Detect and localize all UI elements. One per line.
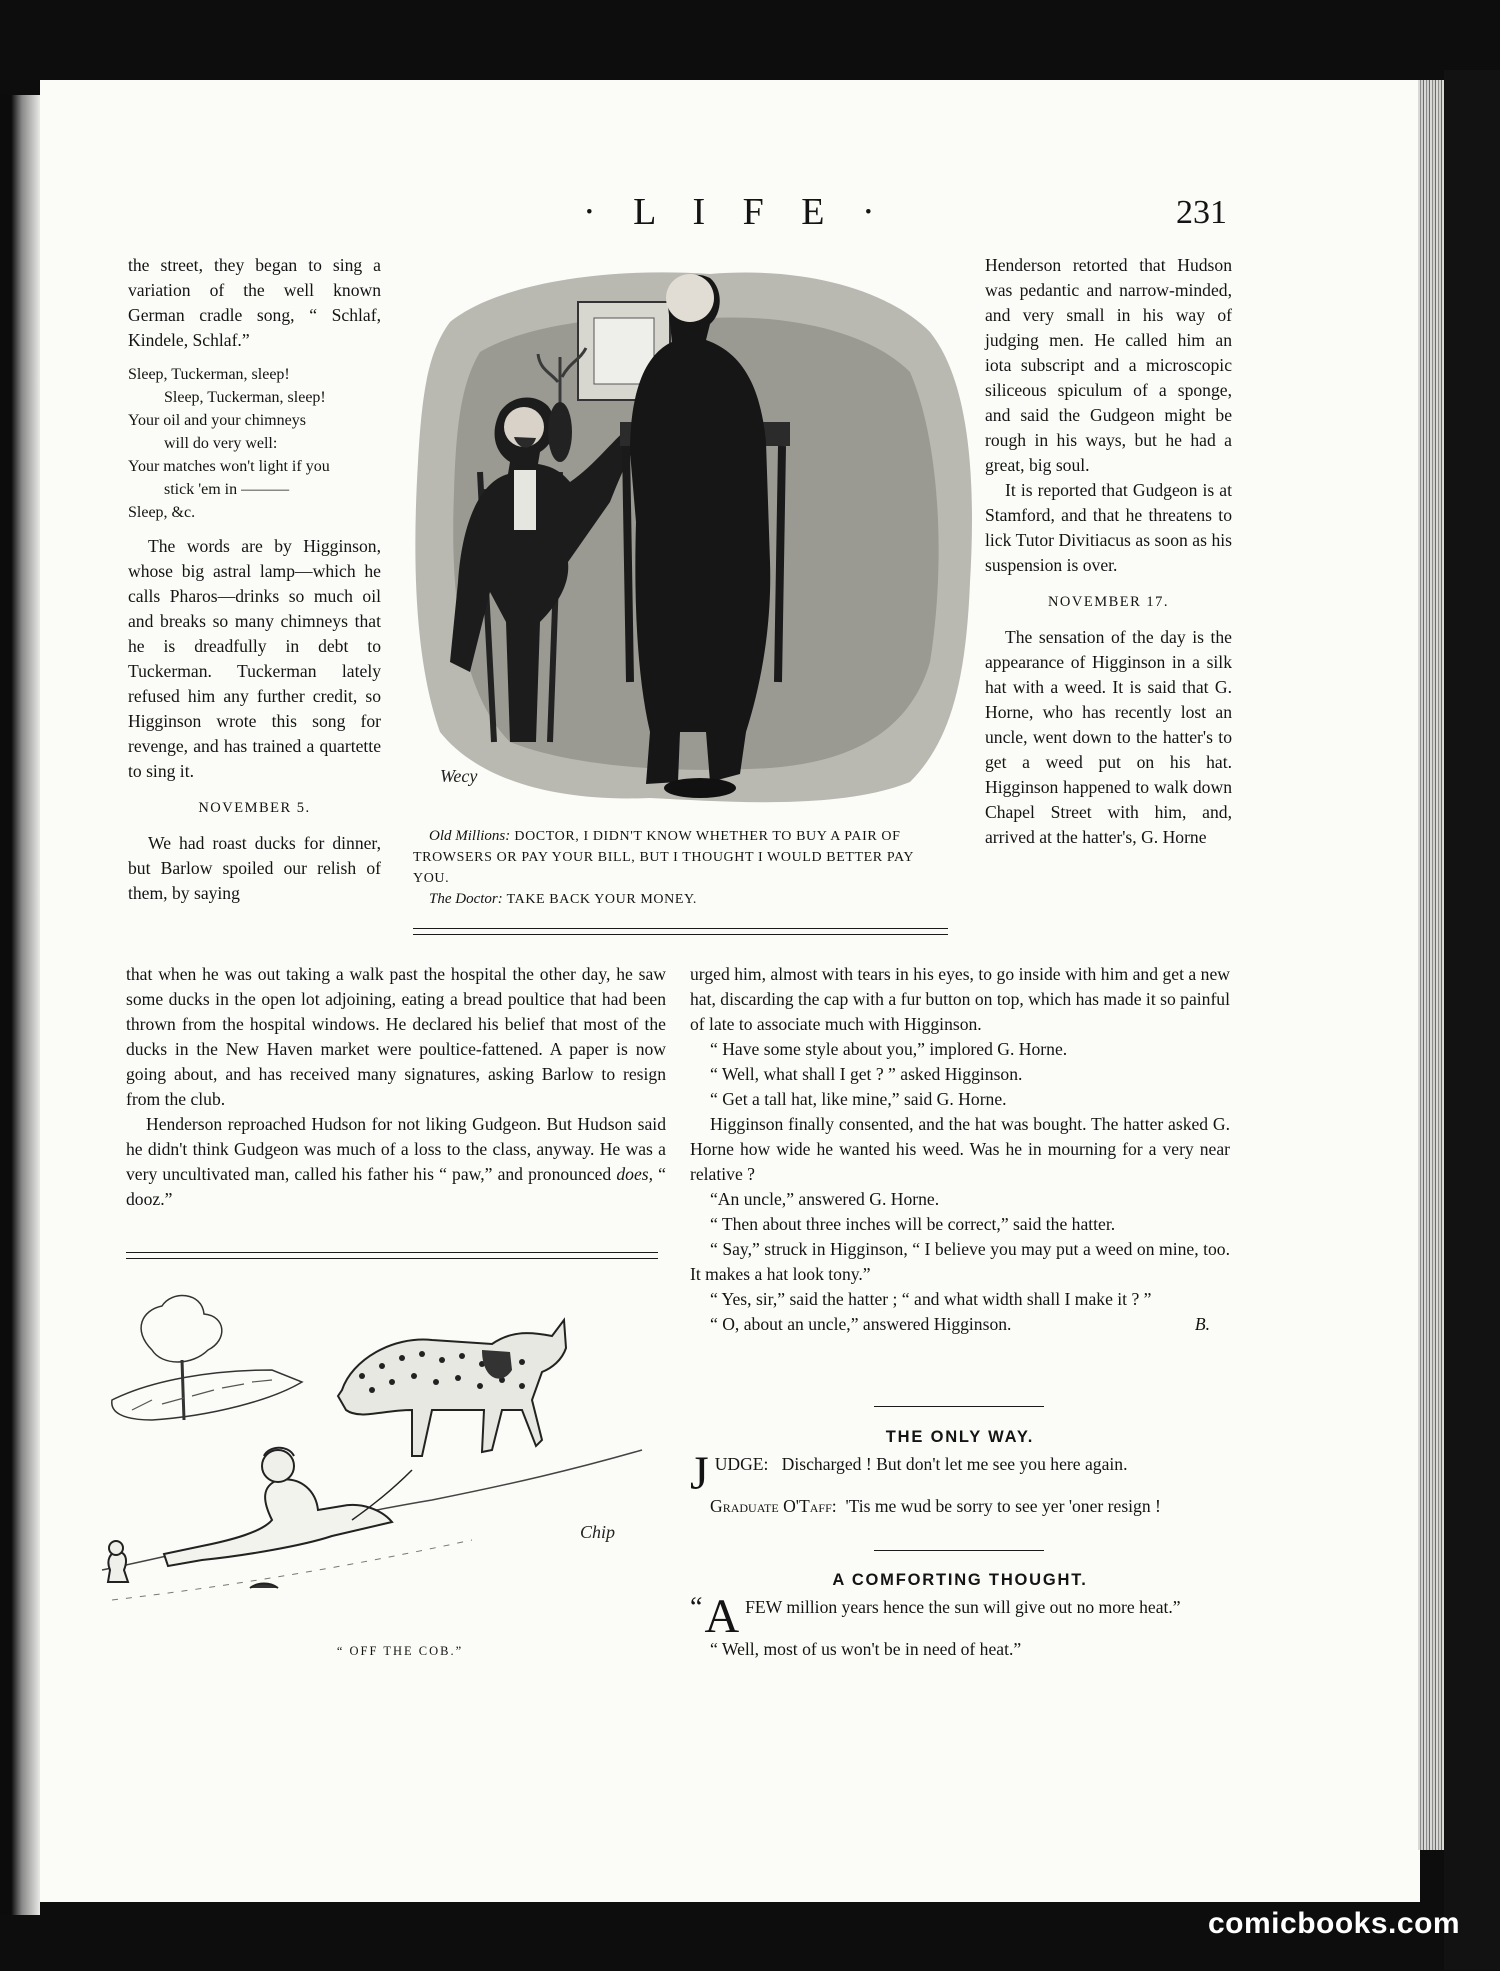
caption-text: DOCTOR, I DIDN'T KNOW WHETHER TO BUY A PAIR OF TROWSERS OR PAY YOUR BILL, BUT I THOUGHT I WOULD BETTER PAY YOU. bbox=[413, 829, 914, 886]
wide-left-column bbox=[126, 962, 666, 1212]
comforting-piece bbox=[690, 1590, 1230, 1662]
wide-right-column bbox=[690, 962, 1230, 1337]
dialogue-line: “ O, about an uncle,” answered Higginson. B. bbox=[690, 1312, 1230, 1337]
paragraph: urged him, almost with tears in his eyes, to go inside with him and get a new hat, discarding the cap with a fur button on top, which has made it so painful of late to associate much with Higginson. bbox=[690, 964, 1230, 1034]
paragraph: It is reported that Gudgeon is at Stamford, and that he threatens to lick Tutor Divitiacus as soon as his suspension is over. bbox=[985, 480, 1232, 575]
drop-cap: J bbox=[690, 1447, 709, 1500]
dialogue-line: “ Then about three inches will be correct,” said the hatter. bbox=[710, 1214, 1116, 1234]
dialogue-text: Discharged ! But don't let me see you here again. bbox=[781, 1454, 1128, 1474]
verse-line: Sleep, Tuckerman, sleep! bbox=[128, 366, 290, 383]
page-stack-edge bbox=[1418, 80, 1444, 1850]
paragraph: that when he was out taking a walk past the hospital the other day, he saw some ducks in the open lot adjoining, eating a bread poultice that had been thrown from the hospital windows. He declared his belief that most of the ducks in the New Haven market were poultice-fattened. A paper is now going about, and has received many signatures, asking Barlow to resign from the club. bbox=[126, 964, 666, 1109]
caption-rule-bottom bbox=[413, 934, 948, 935]
artist-signature: Wecy bbox=[440, 766, 478, 786]
masthead-title: · L I F E · bbox=[583, 191, 889, 233]
book-spine-left bbox=[0, 95, 40, 1915]
speaker-label: Graduate O'Taff: bbox=[710, 1496, 837, 1516]
comforting-heading: A COMFORTING THOUGHT. bbox=[832, 1571, 1088, 1589]
only-way-heading: THE ONLY WAY. bbox=[885, 1428, 1035, 1446]
dialogue-text: “ Well, most of us won't be in need of heat.” bbox=[710, 1639, 1022, 1659]
section-rule bbox=[874, 1406, 1044, 1407]
verse-line: Your matches won't light if you bbox=[128, 458, 330, 475]
author-initial: B. bbox=[1194, 1314, 1210, 1334]
paragraph: Henderson reproached Hudson for not liking Gudgeon. But Hudson said he didn't think Gudgeon was much of a loss to the class, anyway. He was a very uncultivated man, called his father his “ paw,” and pronounced does, “ dooz.” bbox=[126, 1114, 666, 1209]
illustration-caption bbox=[413, 826, 953, 910]
dateline: NOVEMBER 5. bbox=[198, 800, 311, 816]
paragraph: We had roast ducks for dinner, but Barlow spoiled our relish of them, by saying bbox=[128, 833, 381, 903]
double-rule-bottom bbox=[126, 1258, 658, 1259]
paragraph: The words are by Higginson, whose big astral lamp—which he calls Pharos—drinks so much oil and breaks so many chimneys that he is dreadfully in debt to Tuckerman. Tuckerman lately refused him any further credit, so Higginson wrote this song for revenge, and has trained a quartette to sing it. bbox=[128, 536, 381, 781]
dialogue-line: “An uncle,” answered G. Horne. bbox=[710, 1189, 940, 1209]
dialogue-line: “ Get a tall hat, like mine,” said G. Horne. bbox=[710, 1089, 1007, 1109]
cartoon-caption: “ OFF THE COB.” bbox=[336, 1644, 464, 1658]
paragraph: The sensation of the day is the appearance of Higginson in a silk hat with a weed. It is said that G. Horne, who has recently lost an uncle, went down to the hatter's to get a weed put on his hat. Higginson happened to walk down Chapel Street with him, and, arrived at the hatter's, G. Horne bbox=[985, 627, 1232, 847]
dialogue-text: 'Tis me wud be sorry to see yer 'oner resign ! bbox=[845, 1496, 1161, 1516]
caption-speaker: The Doctor: bbox=[429, 891, 503, 907]
dialogue-line: “ Say,” struck in Higginson, “ I believe you may put a weed on mine, too. It makes a hat look tony.” bbox=[690, 1239, 1230, 1284]
verse-line: Sleep, Tuckerman, sleep! bbox=[164, 389, 326, 406]
only-way-piece bbox=[690, 1447, 1230, 1519]
paragraph: Higginson finally consented, and the hat was bought. The hatter asked G. Horne how wide he wanted his weed. Was he in mourning for a very near relative ? bbox=[690, 1114, 1230, 1184]
dialogue-line: “ Have some style about you,” implored G. Horne. bbox=[710, 1039, 1068, 1059]
verse-line: Sleep, &c. bbox=[128, 504, 196, 521]
caption-speaker: Old Millions: bbox=[429, 828, 511, 844]
section-rule bbox=[874, 1550, 1044, 1551]
dateline: NOVEMBER 17. bbox=[1047, 594, 1170, 610]
page-number: 231 bbox=[1176, 194, 1227, 231]
left-column bbox=[128, 253, 381, 906]
caption-rule-top bbox=[413, 928, 948, 929]
verse-line: will do very well: bbox=[164, 435, 278, 452]
double-rule-top bbox=[126, 1252, 658, 1253]
quote-mark: “ bbox=[690, 1592, 703, 1623]
horse-cartoon bbox=[92, 1270, 652, 1636]
dialogue-line: “ Well, what shall I get ? ” asked Higginson. bbox=[710, 1064, 1023, 1084]
verse-line: Your oil and your chimneys bbox=[128, 412, 306, 429]
dialogue-line: “ Yes, sir,” said the hatter ; “ and what width shall I make it ? ” bbox=[710, 1289, 1152, 1309]
caption-text: TAKE BACK YOUR MONEY. bbox=[506, 892, 697, 907]
page-edge-dark bbox=[1444, 70, 1500, 1970]
verse-block bbox=[128, 363, 381, 524]
right-column bbox=[985, 253, 1232, 850]
verse-line: stick 'em in ——— bbox=[164, 481, 290, 498]
dialogue-text: FEW million years hence the sun will give out no more heat.” bbox=[745, 1597, 1181, 1617]
site-watermark: comicbooks.com bbox=[1208, 1907, 1461, 1940]
speaker-label: UDGE: bbox=[714, 1454, 769, 1474]
intro-text: the street, they began to sing a variation of the well known German cradle song, “ Schlaf, Kindele, Schlaf.” bbox=[128, 255, 381, 350]
drop-cap: A bbox=[704, 1590, 740, 1643]
artist-signature: Chip bbox=[580, 1522, 616, 1542]
paragraph: Henderson retorted that Hudson was pedantic and narrow-minded, and very small in his way of judging men. He called him an iota subscript and a microscopic siliceous spiculum of a sponge, and said the Gudgeon might be rough in his ways, but he had a great, big soul. bbox=[985, 255, 1232, 475]
doctor-illustration bbox=[410, 262, 982, 810]
